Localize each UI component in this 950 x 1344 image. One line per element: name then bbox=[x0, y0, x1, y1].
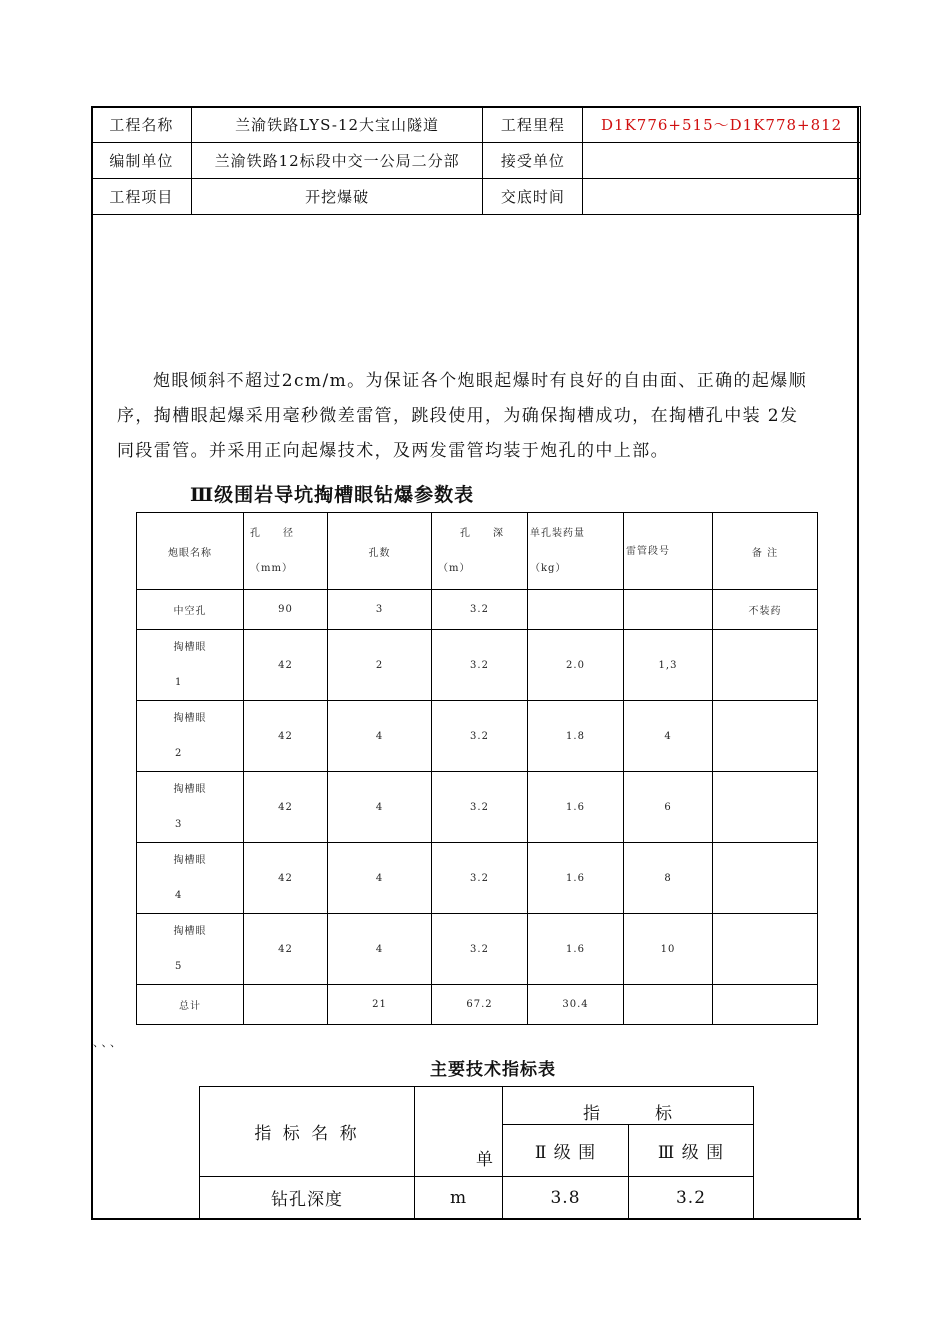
table-row bbox=[137, 843, 818, 914]
cell-count: 21 bbox=[328, 985, 432, 1025]
cell-diameter: 42 bbox=[244, 701, 328, 772]
cell-name-line1: 掏槽眼 bbox=[173, 784, 207, 795]
cell-name-line1: 掏槽眼 bbox=[173, 713, 207, 724]
tech-cell-grade3: 3.2 bbox=[629, 1177, 754, 1219]
table-header-row bbox=[137, 513, 818, 590]
body-paragraph bbox=[117, 364, 837, 469]
cell-diameter: 42 bbox=[244, 772, 328, 843]
cell-depth: 3.2 bbox=[432, 914, 528, 985]
cell-note bbox=[713, 843, 818, 914]
cell-name bbox=[137, 772, 244, 843]
label-handover-time: 交底时间 bbox=[483, 179, 583, 215]
cell-detonator: 10 bbox=[624, 914, 713, 985]
cell-name bbox=[137, 914, 244, 985]
diameter-unit: （mm） bbox=[250, 563, 293, 574]
blast-table-title: Ⅲ级围岩导坑掏槽眼钻爆参数表 bbox=[190, 484, 475, 506]
cell-note bbox=[713, 701, 818, 772]
col-charge-header bbox=[528, 513, 624, 590]
label-project-name: 工程名称 bbox=[92, 107, 192, 143]
cell-name-line2: 4 bbox=[175, 890, 183, 901]
value-item: 开挖爆破 bbox=[191, 179, 483, 215]
cell-count: 4 bbox=[328, 843, 432, 914]
header-row bbox=[92, 107, 861, 143]
cell-detonator: 4 bbox=[624, 701, 713, 772]
col-note-header: 备 注 bbox=[713, 513, 818, 590]
cell-name bbox=[137, 843, 244, 914]
table-row bbox=[137, 701, 818, 772]
cell-diameter: 42 bbox=[244, 914, 328, 985]
value-compiler: 兰渝铁路12标段中交一公局二分部 bbox=[191, 143, 483, 179]
cell-depth: 3.2 bbox=[432, 590, 528, 630]
cell-name-line2: 1 bbox=[175, 677, 183, 688]
label-receiver: 接受单位 bbox=[483, 143, 583, 179]
charge-label: 单孔装药量 bbox=[530, 528, 585, 539]
tech-row bbox=[200, 1177, 754, 1219]
cell-detonator: 6 bbox=[624, 772, 713, 843]
tech-index-table bbox=[199, 1086, 754, 1219]
cell-detonator: 1,3 bbox=[624, 630, 713, 701]
cell-charge: 1.8 bbox=[528, 701, 624, 772]
cell-name: 中空孔 bbox=[137, 590, 244, 630]
cell-count: 4 bbox=[328, 701, 432, 772]
col-count-header: 孔数 bbox=[328, 513, 432, 590]
paragraph-line: 炮眼倾斜不超过2cm/m。为保证各个炮眼起爆时有良好的自由面、正确的起爆顺 bbox=[153, 371, 808, 391]
cell-depth: 3.2 bbox=[432, 701, 528, 772]
label-item: 工程项目 bbox=[92, 179, 192, 215]
cell-depth: 3.2 bbox=[432, 630, 528, 701]
value-handover-time bbox=[583, 179, 861, 215]
tech-header-grade3: Ⅲ 级 围 bbox=[629, 1125, 754, 1177]
value-mileage: D1K776+515～D1K778+812 bbox=[583, 107, 861, 143]
cell-name-line1: 掏槽眼 bbox=[173, 926, 207, 937]
cell-detonator bbox=[624, 985, 713, 1025]
cell-detonator bbox=[624, 590, 713, 630]
header-table bbox=[91, 106, 861, 215]
tech-table-title: 主要技术指标表 bbox=[430, 1060, 556, 1080]
tech-header-index: 指 标 bbox=[503, 1087, 754, 1125]
cell-name-line2: 3 bbox=[175, 819, 183, 830]
table-row bbox=[137, 772, 818, 843]
label-mileage: 工程里程 bbox=[483, 107, 583, 143]
tech-header-grade2: Ⅱ 级 围 bbox=[503, 1125, 629, 1177]
cell-depth: 67.2 bbox=[432, 985, 528, 1025]
blast-parameter-table bbox=[136, 512, 818, 1025]
cell-diameter: 90 bbox=[244, 590, 328, 630]
stray-marks: 、、、 bbox=[93, 1036, 124, 1049]
header-row bbox=[92, 143, 861, 179]
cell-charge: 1.6 bbox=[528, 843, 624, 914]
tech-header-name: 指 标 名 称 bbox=[200, 1087, 415, 1177]
tech-header-unit: 单 bbox=[415, 1087, 503, 1177]
cell-name-line1: 掏槽眼 bbox=[173, 642, 207, 653]
tech-header-row bbox=[200, 1087, 754, 1125]
cell-count: 3 bbox=[328, 590, 432, 630]
col-name-header: 炮眼名称 bbox=[137, 513, 244, 590]
cell-note bbox=[713, 914, 818, 985]
cell-note bbox=[713, 630, 818, 701]
cell-diameter bbox=[244, 985, 328, 1025]
cell-name-line2: 2 bbox=[175, 748, 183, 759]
cell-charge bbox=[528, 590, 624, 630]
cell-name bbox=[137, 630, 244, 701]
cell-diameter: 42 bbox=[244, 630, 328, 701]
cell-note: 不装药 bbox=[713, 590, 818, 630]
cell-charge: 1.6 bbox=[528, 914, 624, 985]
col-diameter-header bbox=[244, 513, 328, 590]
depth-label: 孔 深 bbox=[460, 528, 504, 539]
cell-charge: 1.6 bbox=[528, 772, 624, 843]
value-receiver bbox=[583, 143, 861, 179]
diameter-label: 孔 径 bbox=[250, 528, 294, 539]
cell-count: 4 bbox=[328, 914, 432, 985]
paragraph-line: 序，掏槽眼起爆采用毫秒微差雷管，跳段使用，为确保掏槽成功，在掏槽孔中装 2发 bbox=[117, 406, 799, 426]
cell-diameter: 42 bbox=[244, 843, 328, 914]
col-detonator-header: 雷管段号 bbox=[624, 513, 713, 590]
table-row bbox=[137, 630, 818, 701]
table-row bbox=[137, 590, 818, 630]
col-depth-header bbox=[432, 513, 528, 590]
label-compiler: 编制单位 bbox=[92, 143, 192, 179]
depth-unit: （m） bbox=[438, 563, 471, 574]
cell-depth: 3.2 bbox=[432, 843, 528, 914]
cell-name-line2: 5 bbox=[175, 961, 183, 972]
cell-detonator: 8 bbox=[624, 843, 713, 914]
cell-note bbox=[713, 985, 818, 1025]
cell-name: 总计 bbox=[137, 985, 244, 1025]
cell-charge: 30.4 bbox=[528, 985, 624, 1025]
cell-count: 2 bbox=[328, 630, 432, 701]
cell-depth: 3.2 bbox=[432, 772, 528, 843]
cell-charge: 2.0 bbox=[528, 630, 624, 701]
table-total-row bbox=[137, 985, 818, 1025]
charge-unit: （kg） bbox=[530, 563, 567, 574]
table-row bbox=[137, 914, 818, 985]
tech-cell-unit: m bbox=[415, 1177, 503, 1219]
cell-name bbox=[137, 701, 244, 772]
header-row bbox=[92, 179, 861, 215]
value-project-name: 兰渝铁路LYS-12大宝山隧道 bbox=[191, 107, 483, 143]
cell-count: 4 bbox=[328, 772, 432, 843]
tech-cell-grade2: 3.8 bbox=[503, 1177, 629, 1219]
tech-cell-name: 钻孔深度 bbox=[200, 1177, 415, 1219]
cell-name-line1: 掏槽眼 bbox=[173, 855, 207, 866]
paragraph-line: 同段雷管。并采用正向起爆技术，及两发雷管均装于炮孔的中上部。 bbox=[117, 441, 669, 461]
cell-note bbox=[713, 772, 818, 843]
